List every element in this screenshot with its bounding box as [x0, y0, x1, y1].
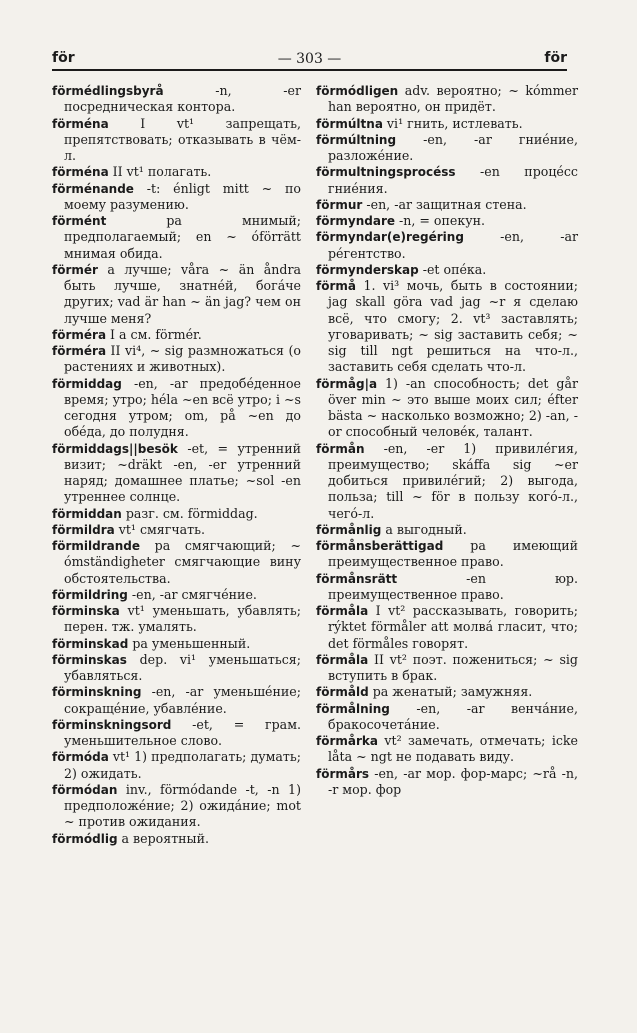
header-guide-word-right: för [544, 50, 567, 66]
page-number: — 303 — [277, 51, 342, 67]
dictionary-entry [316, 116, 578, 132]
dictionary-entry [52, 116, 301, 165]
entry-definition: dep. vi¹ уменьшаться; убавляться. [64, 651, 301, 683]
entry-definition: 1) -an способность; det går över min ~ это выше моих сил; éfter bästa ~ насколько возможно; 2) -an, -or способный человéк, талант. [328, 375, 578, 440]
entry-headword: förmånsrätt [316, 571, 398, 586]
dictionary-entry [52, 636, 301, 652]
entry-definition: I a см. förmér. [106, 326, 202, 342]
entry-headword: förmyndare [316, 214, 395, 228]
entry-definition: a выгодный. [381, 521, 467, 537]
entry-headword: förmúltna [316, 116, 383, 131]
entry-headword: förmårka [316, 734, 378, 748]
entry-headword: förmildring [52, 587, 128, 602]
entry-headword: förmódligen [316, 84, 399, 98]
entry-definition: pa уменьшенный. [128, 635, 251, 651]
dictionary-entry [316, 262, 578, 278]
entry-headword: förmånsberättigad [316, 539, 444, 553]
entry-headword: förmynderskap [316, 262, 419, 277]
dictionary-entry [52, 164, 301, 180]
entry-headword: förmiddag [52, 376, 122, 391]
entry-headword: förmåla [316, 652, 369, 667]
dictionary-entry [316, 376, 578, 441]
entry-headword: förmåla [316, 604, 369, 618]
entry-headword: förmiddan [52, 506, 122, 521]
entry-definition: II vi⁴, ~ sig размножаться (о растениях и животных). [64, 343, 301, 375]
entry-definition: -en юр. преимущественное право. [328, 570, 578, 602]
dictionary-entry [52, 522, 301, 538]
entry-definition: -en, -ar венчáние, бракосочетáние. [328, 700, 578, 732]
entry-definition: -en, -ar уменьшéние; сокращéние, убавлéние. [64, 684, 301, 716]
entry-headword: förmúltning [316, 132, 397, 147]
dictionary-entry [316, 684, 578, 700]
entry-definition: pa имеющий преимущественное право. [328, 538, 578, 570]
dictionary-entry [52, 538, 301, 587]
entry-headword: förmént [52, 214, 107, 228]
entry-definition: -en, -ar смягчéние. [127, 586, 257, 602]
entry-headword: förmódlig [52, 831, 118, 846]
entry-definition: vt¹ смягчать. [114, 521, 206, 537]
header-guide-word-left: för [52, 50, 75, 66]
entry-headword: förména [52, 116, 109, 131]
dictionary-entry [316, 213, 578, 229]
entry-definition: vi¹ гнить, истлевать. [382, 115, 523, 131]
entry-headword: förmålning [316, 701, 390, 716]
entry-definition: vt¹ 1) предполагать; думать; 2) ожидать. [64, 749, 301, 781]
entry-definition: pa женатый; замужняя. [368, 684, 533, 700]
entry-definition: -en, -er 1) привилéгия, преимущество; skáffa sig ~er добиться привилéгий; 2) выгода, польза; till ~ för в пользу когó-л., чегó-л. [328, 440, 578, 521]
entry-definition: 1. vi³ мочь, быть в состоянии; jag skall göra vad jag ~r я сделаю всё, что смогу; 2. vt³ заставлять; уговаривать; ~ sig заставить себя; ~ sig till ngt решиться на что-л., заставить себя сделать что-л. [328, 278, 578, 375]
entry-definition: II vt¹ полагать. [108, 164, 212, 180]
dictionary-entry [52, 717, 301, 750]
entry-headword: förminskad [52, 636, 129, 651]
entry-definition: -t: énligt mitt ~ по моему разумению. [64, 180, 301, 212]
header-rule [52, 69, 567, 71]
entry-headword: förméra [52, 344, 107, 358]
entry-definition: -et, = грам. уменьшительное слово. [64, 716, 301, 748]
entry-headword: förmyndar(e)regéring [316, 230, 464, 245]
entry-definition: -en, -ar гниéние, разложéние. [328, 131, 578, 163]
entry-headword: förmildrande [52, 539, 140, 553]
entry-headword: förmårs [316, 766, 370, 781]
entry-definition: -n, -er посредническая контора. [64, 83, 301, 115]
entry-headword: förminskning [52, 685, 142, 700]
entry-headword: förména [52, 165, 109, 180]
entry-headword: förmildra [52, 522, 115, 537]
dictionary-entry [316, 522, 578, 538]
entry-headword: förméra [52, 327, 107, 342]
dictionary-entry [316, 571, 578, 604]
dictionary-entry [316, 538, 578, 571]
dictionary-entry [316, 132, 578, 165]
entry-definition: -et опéка. [418, 261, 487, 277]
dictionary-entry [52, 376, 301, 441]
entry-definition: -en, -ar рéгентство. [328, 229, 578, 261]
dictionary-entry [52, 506, 301, 522]
dictionary-entry [52, 684, 301, 717]
dictionary-entry [316, 83, 578, 116]
entry-definition: I vt¹ запрещать, препятствовать; отказывать в чём-л. [64, 115, 301, 163]
dictionary-entry [316, 603, 578, 652]
entry-definition: -en, -ar мор. фор-марс; ~rå -n, -r мор. фор [328, 765, 578, 797]
dictionary-entry [316, 701, 578, 734]
entry-headword: förmédlingsbyrå [52, 84, 164, 98]
entry-headword: förménande [52, 181, 134, 196]
dictionary-entry [316, 164, 578, 197]
dictionary-entry [52, 782, 301, 831]
entry-definition: inv., förmódande -t, -n 1) предположéние; 2) ожидáние; mot ~ против ожидания. [64, 781, 301, 830]
entry-definition: -en процéсс гниéния. [328, 164, 578, 196]
entry-definition: I vt² рассказывать, говорить; rýktet förmåler att молвá гласит, что; det förmåles говорят. [328, 603, 578, 651]
entry-headword: förmiddags||besök [52, 441, 178, 456]
entry-definition: a лучше; våra ~ än åndra быть лучше, знатнéй, богáче других; vad är han ~ än jag? чем он лучше меня? [64, 261, 301, 326]
dictionary-entry [316, 766, 578, 799]
dictionary-entry [52, 262, 301, 327]
entry-headword: förmér [52, 262, 98, 277]
dictionary-entry [52, 749, 301, 782]
entry-headword: förmultningsprocéss [316, 165, 456, 180]
entry-headword: förmån [316, 441, 365, 456]
entry-definition: pa мнимый; предполагаемый; en ~ óförrätt мнимая обида. [64, 213, 301, 261]
dictionary-entry [316, 733, 578, 766]
entry-definition: pa смягчающий; ~ ómständigheter смягчающие вину обстоятельства. [64, 538, 301, 586]
dictionary-entry [52, 603, 301, 636]
dictionary-entry [52, 587, 301, 603]
entry-headword: förmåg|a [316, 376, 378, 391]
entry-definition: -n, = опекун. [395, 213, 486, 228]
entry-headword: förmóda [52, 750, 109, 765]
dictionary-entry [52, 343, 301, 376]
entry-headword: förminska [52, 604, 120, 618]
dictionary-entry [316, 278, 578, 376]
entry-headword: förminskas [52, 652, 127, 667]
entry-definition: vt² замечать, отмечать; icke låta ~ ngt не подавать виду. [328, 733, 578, 765]
entry-headword: förminskningsord [52, 717, 172, 732]
entry-headword: förmåld [316, 685, 369, 700]
dictionary-entry [52, 652, 301, 685]
entry-headword: förmódan [52, 782, 118, 797]
entry-definition: II vt² поэт. пожениться; ~ sig вступить в брак. [328, 651, 578, 683]
dictionary-entry [316, 197, 578, 213]
entry-definition: vt¹ уменьшать, убавлять; перен. тж. умалять. [64, 603, 301, 635]
entry-definition: -et, = утренний визит; ~dräkt -en, -er утренний наряд; домашнее платье; ~sol -en утреннее солнце. [64, 440, 301, 505]
entry-headword: förmå [316, 279, 356, 293]
entry-definition: -en, -ar предобéденное время; утро; héla ~en всё утро; i ~s сегодня утром; om, på ~en до обéда, до полудня. [64, 375, 301, 440]
dictionary-entry [316, 652, 578, 685]
entry-definition: a вероятный. [117, 830, 209, 846]
dictionary-entry [316, 441, 578, 522]
right-column [316, 83, 578, 798]
dictionary-entry [52, 441, 301, 506]
dictionary-entry [52, 831, 301, 847]
left-column [52, 83, 301, 847]
entry-headword: förmur [316, 197, 363, 212]
dictionary-entry [52, 181, 301, 214]
dictionary-entry [316, 229, 578, 262]
entry-definition: adv. вероятно; ~ kómmer han вероятно, он придёт. [328, 83, 578, 115]
entry-definition: -en, -ar защитная стена. [362, 196, 527, 212]
dictionary-entry [52, 213, 301, 262]
entry-headword: förmånlig [316, 522, 382, 537]
dictionary-entry [52, 327, 301, 343]
dictionary-entry [52, 83, 301, 116]
entry-definition: разг. см. förmiddag. [121, 505, 258, 521]
